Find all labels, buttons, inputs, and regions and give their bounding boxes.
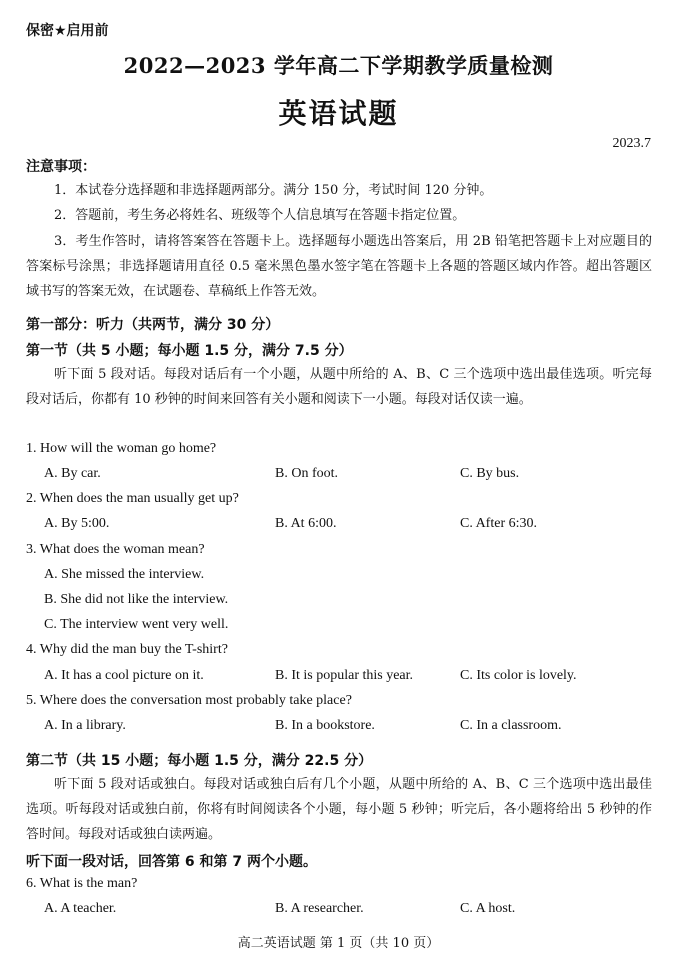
note-item-1: 1．本试卷分选择题和非选择题两部分。满分 150 分，考试时间 120 分钟。 [54,183,493,198]
q5-option-b: B. In a bookstore. [275,718,375,733]
confidential-label: 保密★启用前 [26,23,109,39]
page-footer: 高二英语试题 第 1 页（共 10 页） [237,936,440,951]
q3-option-b: B. She did not like the interview. [44,592,229,607]
section2-subheading: 听下面一段对话，回答第 6 和第 7 两个小题。 [26,854,317,870]
exam-date: 2023.7 [612,136,651,151]
q3-option-a: A. She missed the interview. [44,567,205,582]
note-item-2: 2．答题前，考生务必将姓名、班级等个人信息填写在答题卡指定位置。 [54,208,466,223]
note-item-3: 3．考生作答时，请将答案答在答题卡上。选择题每小题选出答案后，用 2B 铅笔把答题卡上对应题目的答案标号涂黑；非选择题请用直径 0.5 毫米黑色墨水签字笔在答题卡上各题的答题区域内作答。超出答题区域书写的答案无效，在试题卷、草稿纸上作答无效。 [26,234,652,299]
q2-option-b: B. At 6:00. [275,516,337,531]
section2-instructions: 听下面 5 段对话或独白。每段对话或独白后有几个小题，从题中所给的 A、B、C 三个选项中选出最佳选项。听每段对话或独白前，你将有时间阅读各个小题，每小题 5 秒钟；听完后，各小题将给出 5 秒钟的作答时间。每段对话或独白读两遍。 [26,777,652,842]
notes-heading: 注意事项： [26,159,96,175]
q6-option-a: A. A teacher. [44,901,117,916]
question-6: 6. What is the man? [26,876,138,891]
q1-option-a: A. By car. [44,466,101,481]
question-3: 3. What does the woman mean? [26,542,205,557]
question-2: 2. When does the man usually get up? [26,491,239,506]
q2-option-c: C. After 6:30. [460,516,537,531]
section2-heading: 第二节（共 15 小题；每小题 1.5 分，满分 22.5 分） [26,753,373,769]
q1-option-c: C. By bus. [460,466,520,481]
question-5: 5. Where does the conversation most probably take place? [26,693,352,708]
subject-title: 英语试题 [278,97,399,130]
part1-heading: 第一部分：听力（共两节，满分 30 分） [26,317,280,333]
q5-option-a: A. In a library. [44,718,126,733]
q2-option-a: A. By 5:00. [44,516,110,531]
section1-heading: 第一节（共 5 小题；每小题 1.5 分，满分 7.5 分） [26,343,353,359]
q3-option-c: C. The interview went very well. [44,617,229,632]
q6-option-c: C. A host. [460,901,516,916]
question-4: 4. Why did the man buy the T-shirt? [26,642,228,657]
question-1: 1. How will the woman go home? [26,441,217,456]
q4-option-c: C. Its color is lovely. [460,668,577,683]
q4-option-a: A. It has a cool picture on it. [44,668,204,683]
q5-option-c: C. In a classroom. [460,718,562,733]
exam-title: 2022—2023 学年高二下学期教学质量检测 [123,53,554,78]
q6-option-b: B. A researcher. [275,901,364,916]
q1-option-b: B. On foot. [275,466,338,481]
section1-instructions: 听下面 5 段对话。每段对话后有一个小题，从题中所给的 A、B、C 三个选项中选出最佳选项。听完每段对话后，你都有 10 秒钟的时间来回答有关小题和阅读下一小题。每段对话仅读一遍。 [26,367,652,407]
q4-option-b: B. It is popular this year. [275,668,414,683]
